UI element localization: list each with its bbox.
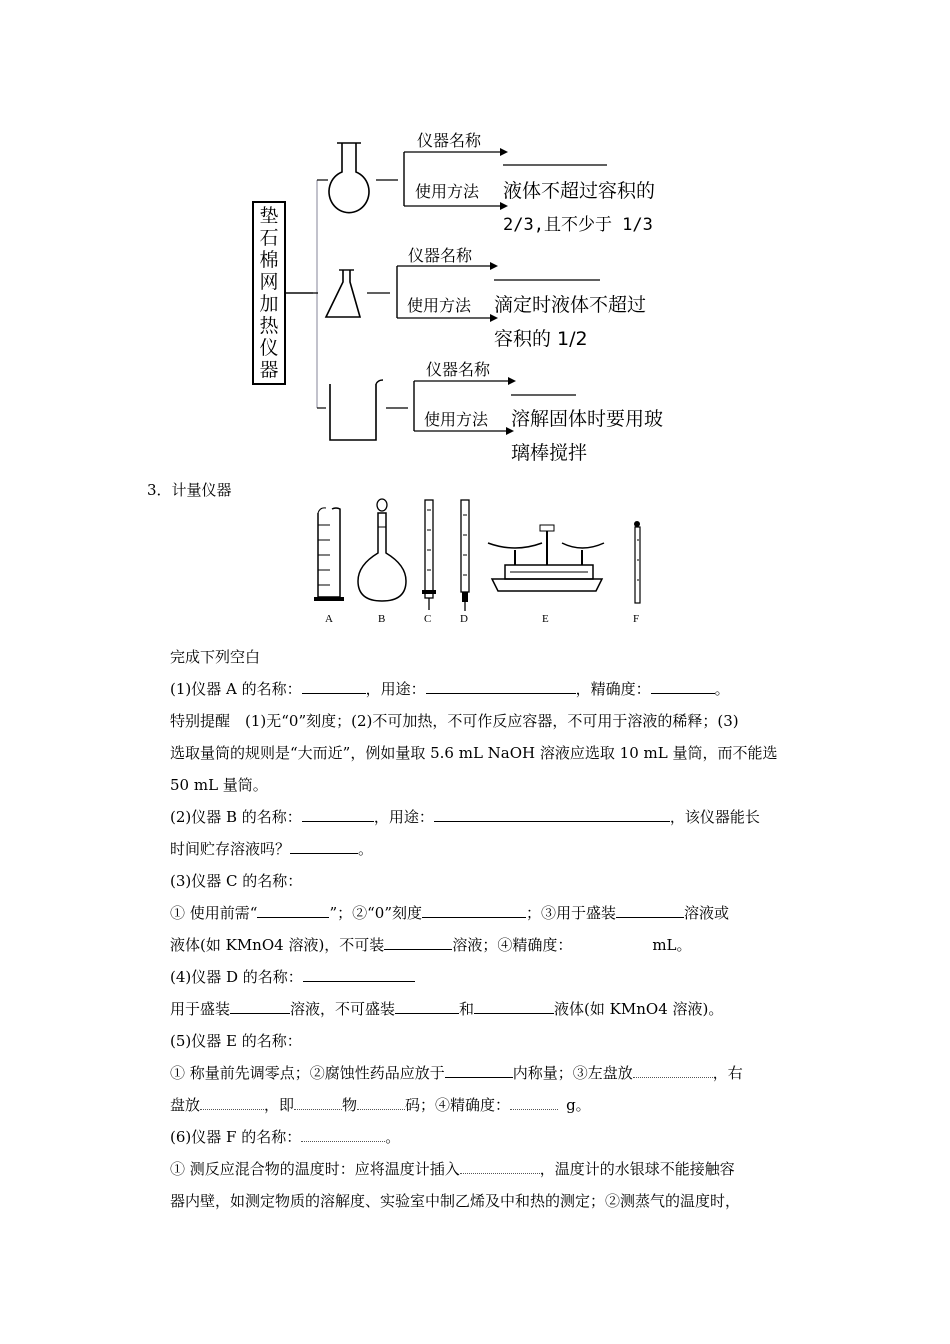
q5-l2-text-a: 盘放 [170,1096,201,1114]
branch1-use-label: 使用方法 [415,182,480,201]
q3-cannot-contain-blank[interactable] [384,935,452,950]
label-char: 垫 [259,205,279,227]
q3-l1-text-a: ① 使用前需“ [170,904,258,922]
volumetric-flask-icon [358,499,406,601]
q3-detail-line-1 [170,903,729,923]
q1-name-blank[interactable] [302,679,366,694]
q5-line [170,1031,302,1051]
q4-l-text-a: 用于盛装 [170,1000,231,1018]
acid-burette-icon [422,500,436,610]
q2-line-1 [170,807,760,827]
label-char: 石 [259,227,279,249]
q2-use-blank[interactable] [434,807,670,822]
q3-detail-line-2 [170,935,692,955]
branch1-desc-line1: 液体不超过容积的 [503,180,656,202]
branch1-desc-line2: 2/3,且不少于 1/3 [503,215,653,235]
label-char: 热 [259,315,279,337]
q2-name-blank[interactable] [302,807,374,822]
branch3-desc-line2: 璃棒搅拌 [511,442,588,464]
q3-text: (3)仪器 C 的名称： [170,872,303,890]
q5-l2-text-d: 码；④精确度： [405,1096,511,1114]
q1-text-a: (1)仪器 A 的名称： [170,680,302,698]
tip-text-1: 特别提醒 (1)无“0”刻度；(2)不可加热，不可作反应容器，不可用于溶液的稀释；(3) [170,712,739,730]
q6-l1-text-b: ，温度计的水银球不能接触容 [539,1160,735,1178]
q4-l-text-b: 溶液，不可盛装 [290,1000,396,1018]
tip-line-3 [170,775,268,795]
q1-line [170,679,730,699]
intro-text: 完成下列空白 [170,648,261,666]
q3-contain-blank[interactable] [616,903,684,918]
q5-l2-text-c: 物 [342,1096,358,1114]
q5-detail-line-2 [170,1095,591,1115]
branch2-use-label: 使用方法 [407,296,472,315]
q1-text-c: ，精确度： [575,680,651,698]
branch3-use-label: 使用方法 [424,410,489,429]
q1-precision-blank[interactable] [651,679,715,694]
tip-line-2 [170,743,777,763]
q6-text-b: 。 [385,1128,401,1146]
apparatus-label-c: C [424,613,432,625]
label-char: 网 [259,271,279,293]
q3-before-use-blank[interactable] [257,903,329,918]
q3-line [170,871,302,891]
q3-l2-text-c: mL。 [652,936,692,954]
label-char: 加 [259,293,279,315]
q2-text-d: 时间贮存溶液吗？ [170,840,291,858]
branch2-desc-line2: 容积的 1/2 [494,328,588,350]
q6-l2-text: 器内壁，如测定物质的溶解度、实验室中制乙烯及中和热的测定；②测蒸气的温度时， [170,1192,741,1210]
conical-flask-icon [326,270,360,317]
q5-object-blank[interactable] [294,1095,342,1110]
q5-text: (5)仪器 E 的名称： [170,1032,302,1050]
q5-l1-text-a: ① 称量前先调零点；②腐蚀性药品应放于 [170,1064,445,1082]
q5-l1-text-b: 内称量；③左盘放 [512,1064,633,1082]
tip-text-3: 50 mL 量筒。 [170,776,268,794]
q4-cannot-blank-2[interactable] [474,999,554,1014]
measuring-apparatus-figure [300,495,660,615]
branch3-desc-line1: 溶解固体时要用玻 [511,408,664,430]
branch1-name-label: 仪器名称 [417,131,482,150]
q6-l1-text-a: ① 测反应混合物的温度时：应将温度计插入 [170,1160,460,1178]
section-heading: 3．计量仪器 [147,481,232,499]
q6-detail-line-1 [170,1159,735,1179]
q5-right-pan-blank[interactable] [200,1095,264,1110]
q1-text-d: 。 [714,680,730,698]
q6-detail-line-2 [170,1191,740,1211]
q6-name-blank[interactable] [301,1127,385,1142]
apparatus-label-b: B [378,613,386,625]
q4-detail-line [170,999,723,1019]
q2-text-b: ，用途： [373,808,434,826]
q4-l-text-c: 和 [459,1000,475,1018]
thermometer-icon [634,521,640,603]
q5-precision-blank[interactable] [510,1095,558,1110]
q3-l1-text-d: 溶液或 [684,904,730,922]
label-char: 器 [259,359,279,381]
label-char: 棉 [259,249,279,271]
beaker-icon [330,384,376,440]
q5-l2-text-e: g。 [566,1096,591,1114]
base-burette-icon [461,500,469,611]
apparatus-label-f: F [633,613,640,625]
q6-text-a: (6)仪器 F 的名称： [170,1128,302,1146]
q2-text-c: ，该仪器能长 [669,808,760,826]
q5-l2-text-b: ，即 [264,1096,295,1114]
q3-l1-text-c: ；③用于盛装 [526,904,617,922]
q3-l2-text-a: 液体(如 KMnO4 溶液)，不可装 [170,936,385,954]
q4-l-text-d: 液体(如 KMnO4 溶液)。 [554,1000,724,1018]
q5-left-pan-blank[interactable] [633,1063,713,1078]
q5-detail-line-1 [170,1063,743,1083]
tip-line-1 [170,711,739,731]
platform-balance-icon [488,525,604,591]
q2-text-a: (2)仪器 B 的名称： [170,808,302,826]
tip-text-2: 选取量筒的规则是“大而近”，例如量取 5.6 mL NaOH 溶液应选取 10 mL 量筒，而不能选 [170,744,778,762]
q4-line [170,967,415,987]
q1-text-b: ，用途： [365,680,426,698]
q2-storage-blank[interactable] [290,839,358,854]
round-flask-icon [329,143,369,213]
branch3-name-label: 仪器名称 [426,360,491,379]
q4-contain-blank[interactable] [230,999,290,1014]
apparatus-label-a: A [325,613,333,625]
apparatus-label-d: D [460,613,468,625]
branch2-desc-line1: 滴定时液体不超过 [494,294,647,316]
graduated-cylinder-icon [314,508,344,601]
q5-container-blank[interactable] [445,1063,513,1078]
q2-line-2 [170,839,373,859]
q1-use-blank[interactable] [426,679,576,694]
q5-weight-blank[interactable] [357,1095,405,1110]
q4-name-blank[interactable] [303,967,415,982]
heating-apparatus-diagram [0,0,950,470]
q2-text-e: 。 [358,840,374,858]
q4-text: (4)仪器 D 的名称： [170,968,303,986]
vertical-label [255,205,283,381]
apparatus-label-e: E [542,613,549,625]
q6-insert-blank[interactable] [460,1159,540,1174]
label-char: 仪 [259,337,279,359]
intro-line [170,647,260,667]
q3-l2-text-b: 溶液；④精确度： [452,936,573,954]
q5-l1-text-c: ，右 [712,1064,743,1082]
q6-line [170,1127,400,1147]
q3-l1-text-b: ”；②“0”刻度 [329,904,422,922]
q4-cannot-blank-1[interactable] [395,999,459,1014]
branch2-name-label: 仪器名称 [408,246,473,265]
q3-zero-mark-blank[interactable] [422,903,526,918]
